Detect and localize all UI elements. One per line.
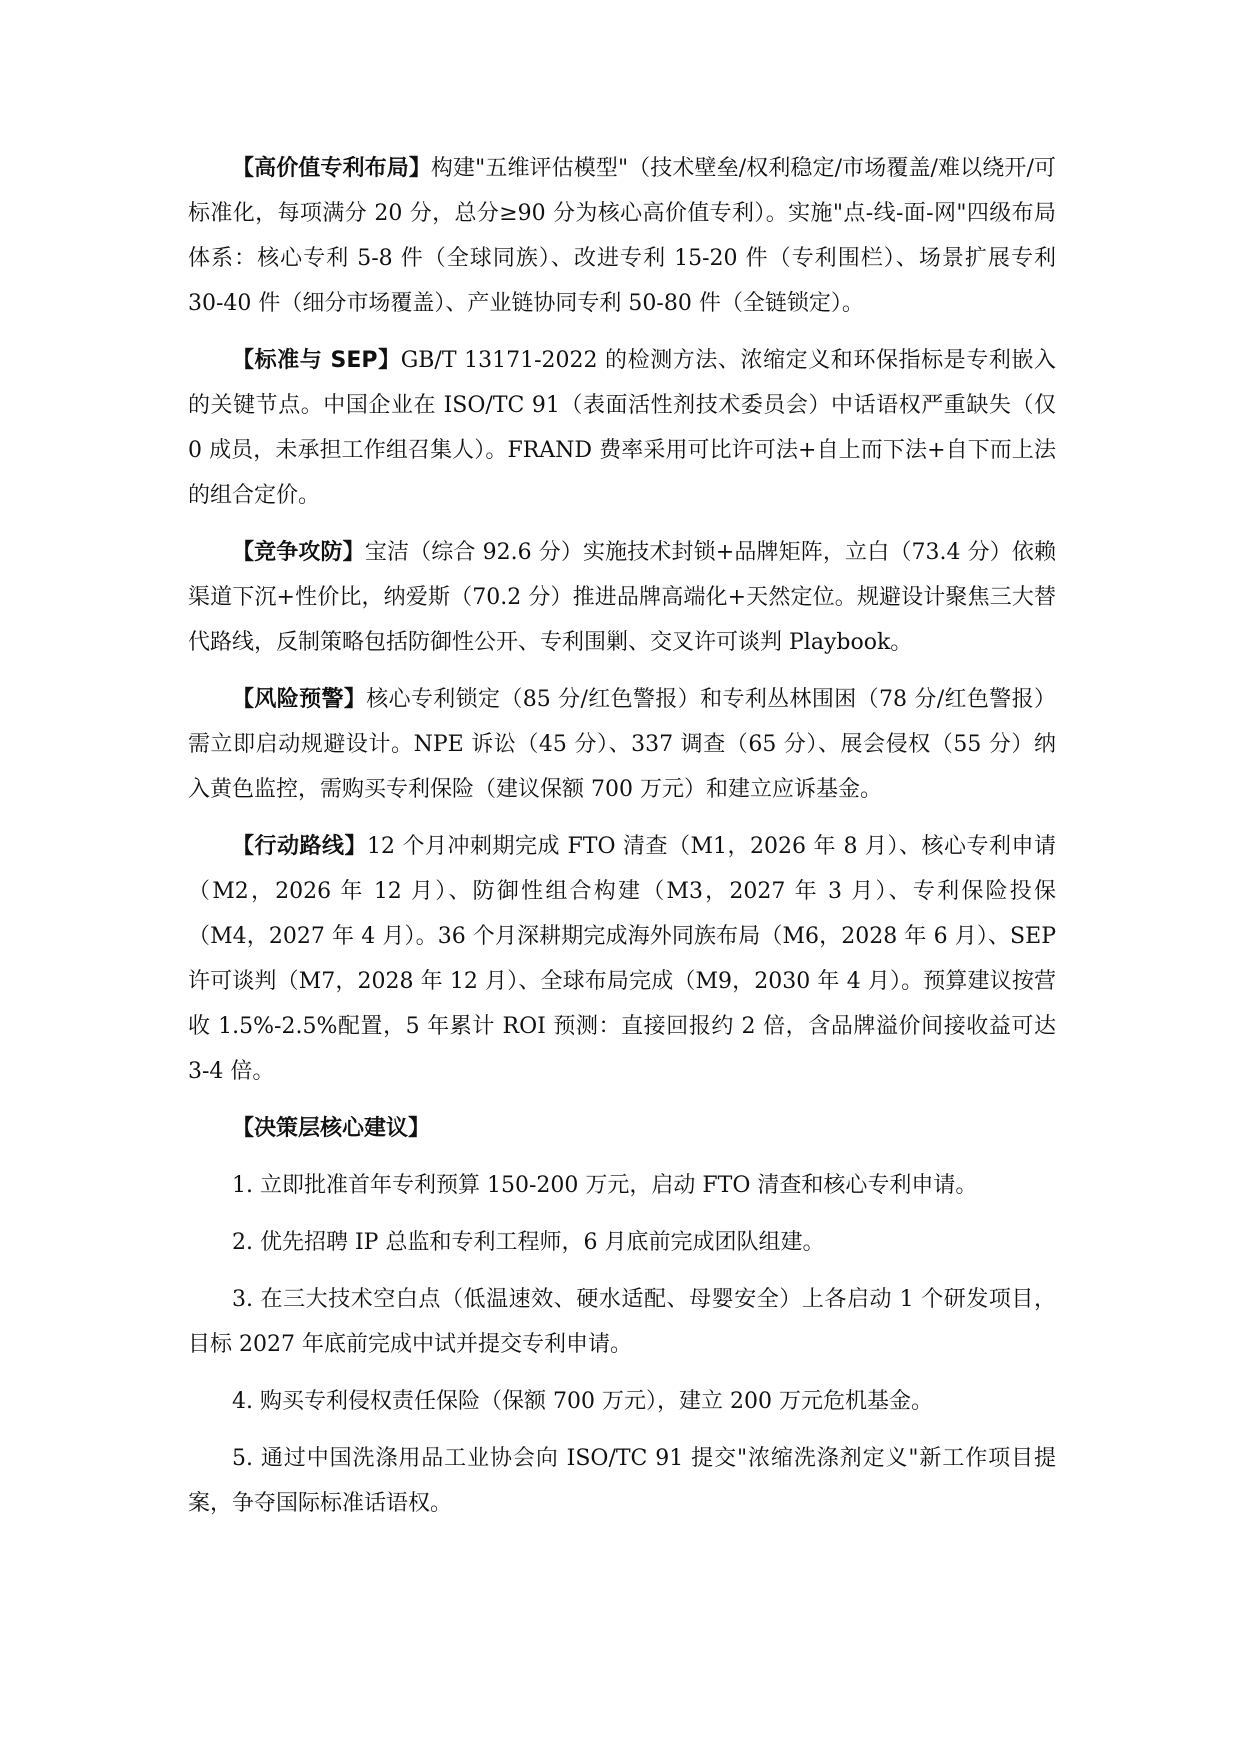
paragraph-action-roadmap — [188, 824, 1056, 1094]
paragraph-body: GB/T 13171-2022 的检测方法、浓缩定义和环保指标是专利嵌入的关键节点。中国企业在 ISO/TC 91（表面活性剂技术委员会）中话语权严重缺失（仅 0 成员，未承担工作组召集人）。FRAND 费率采用可比许可法+自上而下法+自下而上法的组合定价。 — [188, 348, 1056, 508]
recommendation-item: 2. 优先招聘 IP 总监和专利工程师，6 月底前完成团队组建。 — [232, 1230, 825, 1255]
paragraph-body: 构建"五维评估模型"（技术壁垒/权利稳定/市场覆盖/难以绕开/可标准化，每项满分 20 分，总分≥90 分为核心高价值专利）。实施"点-线-面-网"四级布局体系：核心专利 5-8 件（全球同族）、改进专利 15-20 件（专利围栏）、场景扩展专利 30-40 件（细分市场覆盖）、产业链协同专利 50-80 件（全链锁定）。 — [188, 156, 1056, 316]
paragraph-body: 12 个月冲刺期完成 FTO 清查（M1，2026 年 8 月）、核心专利申请（M2，2026 年 12 月）、防御性组合构建（M3，2027 年 3 月）、专利保险投保（M4，2027 年 4 月）。36 个月深耕期完成海外同族布局（M6，2028 年 6 月）、SEP 许可谈判（M7，2028 年 12 月）、全球布局完成（M9，2030 年 4 月）。预算建议按营收 1.5%-2.5%配置，5 年累计 ROI 预测：直接回报约 2 倍，含品牌溢价间接收益可达 3-4 倍。 — [188, 834, 1056, 1084]
paragraph-heading: 【竞争攻防】 — [232, 540, 365, 565]
paragraph-heading: 【高价值专利布局】 — [232, 156, 431, 181]
paragraph-high-value-patent-layout — [188, 146, 1056, 326]
paragraph-heading: 【行动路线】 — [232, 834, 368, 859]
paragraph-heading: 【标准与 SEP】 — [232, 348, 401, 373]
recommendation-item: 3. 在三大技术空白点（低温速效、硬水适配、母婴安全）上各启动 1 个研发项目，目标 2027 年底前完成中试并提交专利申请。 — [188, 1287, 1056, 1357]
decision-section-title: 【决策层核心建议】 — [232, 1116, 431, 1141]
paragraph-heading: 【风险预警】 — [232, 687, 367, 712]
paragraph-body: 核心专利锁定（85 分/红色警报）和专利丛林围困（78 分/红色警报）需立即启动规避设计。NPE 诉讼（45 分）、337 调查（65 分）、展会侵权（55 分）纳入黄色监控，需购买专利保险（建议保额 700 万元）和建立应诉基金。 — [188, 687, 1056, 802]
recommendation-item: 4. 购买专利侵权责任保险（保额 700 万元），建立 200 万元危机基金。 — [232, 1389, 933, 1414]
recommendation-item: 5. 通过中国洗涤用品工业协会向 ISO/TC 91 提交"浓缩洗涤剂定义"新工作项目提案，争夺国际标准话语权。 — [188, 1446, 1056, 1516]
paragraph-competition — [188, 530, 1056, 665]
paragraph-risk-warning — [188, 677, 1056, 812]
paragraph-standards-sep — [188, 338, 1056, 518]
recommendation-item: 1. 立即批准首年专利预算 150-200 万元，启动 FTO 清查和核心专利申请。 — [232, 1173, 978, 1198]
paragraph-body: 宝洁（综合 92.6 分）实施技术封锁+品牌矩阵，立白（73.4 分）依赖渠道下沉+性价比，纳爱斯（70.2 分）推进品牌高端化+天然定位。规避设计聚焦三大替代路线，反制策略包括防御性公开、专利围剿、交叉许可谈判 Playbook。 — [188, 540, 1056, 655]
document-page — [188, 146, 1056, 1538]
